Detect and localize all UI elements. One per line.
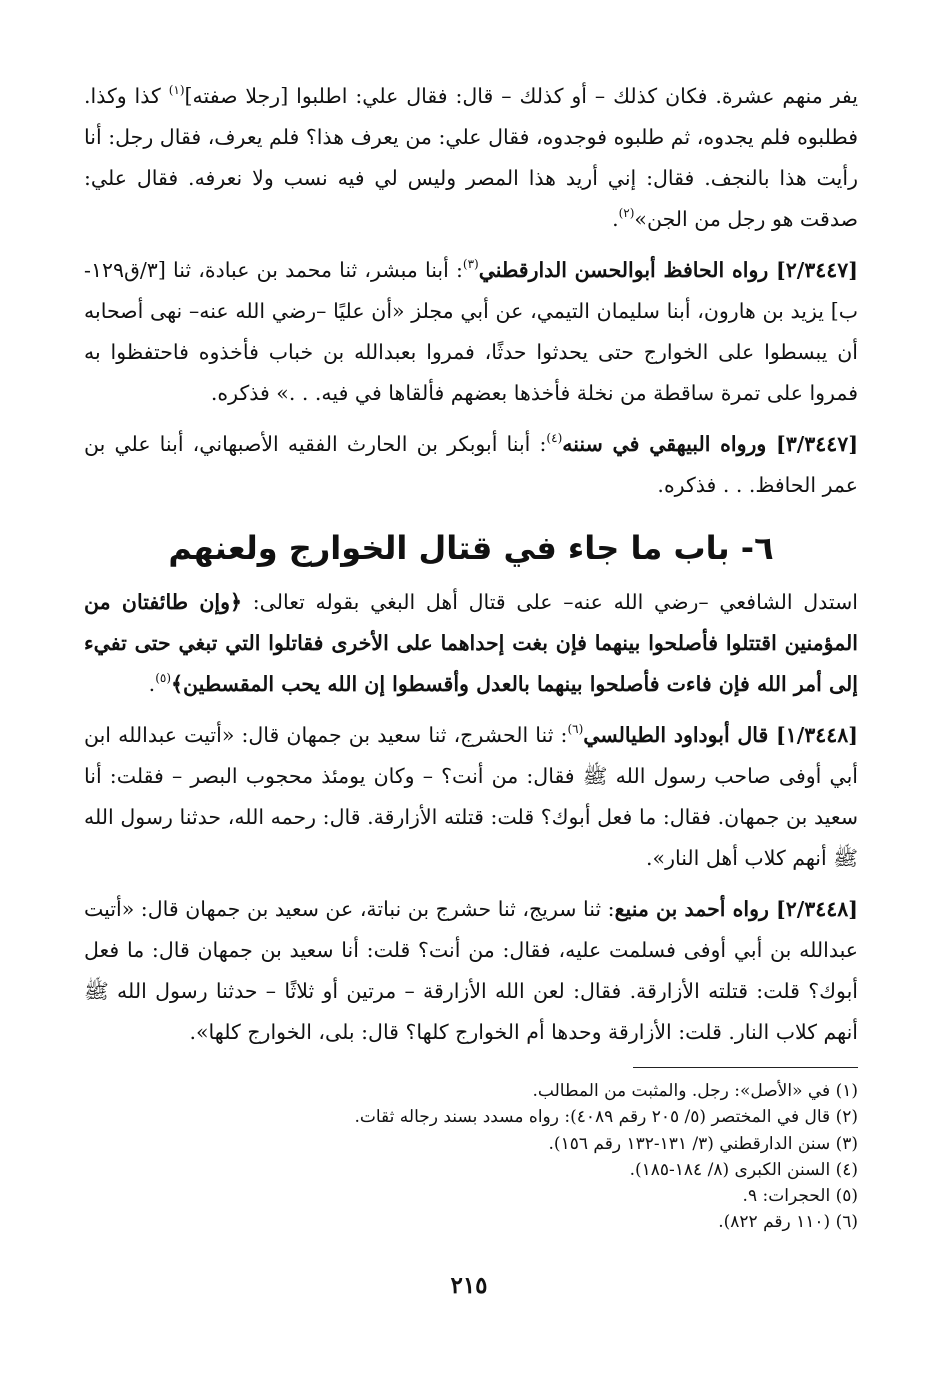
paragraph-p3 xyxy=(84,424,858,506)
text-span: : ثنا سريج، ثنا حشرج بن نباتة، عن سعيد بن جمهان قال: «أتيت عبدالله بن أبي أوفى فسلمت عليه، فقال: من أنت؟ قلت: أنا سعيد بن جمهان قال: ما فعل أبوك؟ قلت: قتلته الأزارقة. فقال: لعن الله الأزارقة – مرتين أو ثلاثًا – حدثنا رسول الله ﷺ أنهم كلاب النار. قلت: الأزارقة وحدها أم الخوارج كلها؟ قال: بلى، الخوارج كلها». xyxy=(84,897,858,1044)
footnote-ref: (٥) xyxy=(155,671,172,685)
text-span: : أبنا مبشر، ثنا محمد بن عبادة، ثنا [٣/ق١٢٩-ب] يزيد بن هارون، أبنا سليمان التيمي، عن أبي مجلز «أن عليًا –رضي الله عنه– نهى أصحابه أن يبسطوا على الخوارج حتى يحدثوا حدثًا، فمروا بعبدالله بن خباب فأخذوه فاحتفظوا به فمروا على تمرة ساقطة من نخلة فأخذها بعضهم فألقاها في فيه. . .» فذكره. xyxy=(84,258,858,405)
text-body-bottom xyxy=(84,582,858,1053)
text-span: يفر منهم عشرة. فكان كذلك – أو كذلك – قال: فقال علي: اطلبوا [رجلا صفته] xyxy=(184,84,858,108)
footnote-ref: (٢) xyxy=(618,206,635,220)
footnote-ref: (٤) xyxy=(546,431,563,445)
bold-span: [٢/٣٤٤٨] رواه أحمد بن منيع xyxy=(614,897,858,921)
text-span: : أبنا أبوبكر بن الحارث الفقيه الأصبهاني، أبنا علي بن عمر الحافظ. . . فذكره. xyxy=(84,432,858,497)
footnote-3: (٣) سنن الدارقطني (٣/ ١٣١-١٣٢ رقم ١٥٦). xyxy=(548,1133,858,1154)
paragraph-p6 xyxy=(84,889,858,1053)
bold-span: ﴿وإن طائفتان من المؤمنين اقتتلوا فأصلحوا بينهما فإن بغت إحداهما على الأخرى فقاتلوا التي تبغي حتى تفيء إلى أمر الله فإن فاءت فأصلحوا بينهما بالعدل وأقسطوا إن الله يحب المقسطين﴾ xyxy=(84,590,858,696)
footnote-ref: (٦) xyxy=(567,722,584,736)
footnotes xyxy=(84,1078,858,1236)
bold-span: [٣/٣٤٤٧] ورواه البيهقي في سننه xyxy=(562,432,859,456)
page-number: ٢١٥ xyxy=(450,1272,488,1299)
footnote-2: (٢) قال في المختصر (٥/ ٢٠٥ رقم ٤٠٨٩): رواه مسدد بسند رجاله ثقات. xyxy=(354,1107,858,1128)
footnote-5: (٥) الحجرات: ٩. xyxy=(742,1186,858,1207)
paragraph-p4 xyxy=(84,582,858,705)
text-span: . xyxy=(148,672,156,696)
footnote-ref: (٣) xyxy=(462,257,479,271)
footnote-divider xyxy=(633,1067,858,1068)
paragraph-p2 xyxy=(84,250,858,414)
text-span: . xyxy=(612,207,619,231)
paragraph-p1 xyxy=(84,76,858,240)
bold-span: [٢/٣٤٤٧] رواه الحافظ أبوالحسن الدارقطني xyxy=(478,258,858,282)
text-span: : ثنا الحشرج، ثنا سعيد بن جمهان قال: «أتيت عبدالله ابن أبي أوفى صاحب رسول الله ﷺ فقال: من أنت؟ – وكان يومئذ محجوب البصر – فقلت: أنا سعيد بن جمهان. فقال: ما فعل أبوك؟ قلت: قتلته الأزارقة. قال: رحمه الله، حدثنا رسول الله ﷺ أنهم كلاب أهل النار». xyxy=(84,723,858,870)
footnote-1: (١) في «الأصل»: رجل. والمثبت من المطالب. xyxy=(532,1081,858,1101)
text-span: استدل الشافعي –رضي الله عنه– على قتال أهل البغي بقوله تعالى: xyxy=(242,590,858,614)
text-body-top xyxy=(84,76,858,506)
text-span: كذا وكذا. فطلبوه فلم يجدوه، ثم طلبوه فوجدوه، فقال علي: من يعرف هذا؟ فلم يعرف، فقال رجل: أنا رأيت هذا بالنجف. فقال: إني أريد هذا المصر وليس لي فيه نسب ولا نعرفه. فقال علي: صدقت هو رجل من الجن» xyxy=(84,84,858,231)
footnote-ref: (١) xyxy=(168,83,185,97)
footnote-6: (٦) (١١٠ رقم ٨٢٢). xyxy=(718,1212,858,1233)
bold-span: [١/٣٤٤٨] قال أبوداود الطيالسي xyxy=(583,723,858,747)
paragraph-p5 xyxy=(84,715,858,879)
footnote-4: (٤) السنن الكبرى (٨/ ١٨٤-١٨٥). xyxy=(629,1159,858,1180)
chapter-heading: ٦- باب ما جاء في قتال الخوارج ولعنهم xyxy=(168,529,774,567)
